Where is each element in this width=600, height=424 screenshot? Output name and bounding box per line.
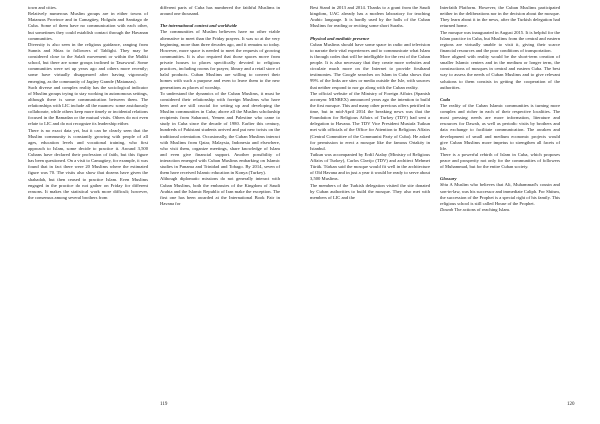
paragraph: There is a powerful rebirth of Islam in Cuba, which proposes peace and prosperity not only for the communities of followers of Muhammad, but for the entire Cuban society. (440, 151, 560, 170)
glossary-definition: A Muslim who believes that Ali, Muhammad's cousin and son-in-law, was his successor and immediate Caliph. For Shiism, the succession of the Prophet is a special right of his family. This religious school is still called House of the Prophet. (440, 182, 560, 206)
paragraph: Tutkun was accompanied by Erdil Atalay (Ministry of Religious Affairs of Turkey), Carlos Clavijo (TDV) and architect Mehmet Türük. Türkan said the mosque would fit well in the architecture of Old Havana and in just a year it would be ready to serve about 3,500 Muslims. (310, 151, 430, 182)
glossary-term: Dawah (440, 206, 454, 212)
paragraph: The official website of the Ministry of Foreign Affairs (Spanish acronym: MINREX) announced years ago the intention to build the first mosque. This and many other previous offers petrified in time, but in mid-April 2014 the breaking news was that the Foundation for Religious Affairs of Turkey (TDV) had sent a delegation to Havana. The TDV Vice President Mustafa Tutkun met with officials of the Office for Attention to Religious Affairs (Central Committee of the Communist Party of Cuba). He asked for permission to erect a mosque like the famous Ortaköy in Istanbul. (310, 90, 430, 151)
column-1 (28, 5, 148, 201)
paragraph: Although diplomatic missions do not generally interact with Cuban Muslims, both the embassies of the Kingdom of Saudi Arabia and the Islamic Republic of Iran make the exception. The first one has been awarded at the International Book Fair in Havana for (160, 176, 280, 206)
glossary-entry (440, 207, 560, 213)
column-3 (310, 5, 430, 201)
paragraph: To understand the dynamics of the Cuban Muslims, it must be considered their relationship with foreign Muslims who have been and are still crucial for setting up and developing the Muslim communities in Cuba; above all the Muslim scholarship recipients from Saharawi, Yemen and Palestine who came to study in Cuba since the decade of 1980. Earlier this century, hundreds of Pakistani students arrived and put new twists on the traditional orientation. Occasionally, the Cuban Muslims interact with Muslims from Qatar, Malaysia, Indonesia and elsewhere, who visit them, organize meetings, share knowledge of Islam and even give financial support. Another possibility of interaction emerged with Cuban Muslims embarking on Islamic studies in Panama and Trinidad and Tobago. By 2014, seven of them have received Islamic education in Konya (Turkey). (160, 90, 280, 176)
paragraph: The members of the Turkish delegation visited the site donated by Cuban authorities to build the mosque. They also met with members of LIC and the (310, 182, 430, 200)
section-heading: Coda (440, 96, 450, 102)
paragraph: Diversity is also seen in the religious guidance, ranging from Sunnis and Shias to followers of Tablighi. They may be considered close to the Salafi movement or within the Maliki school, but there are some groups inclined to Tasawwuf. Some communities were set up years ago and others more recently; some have virtually disappeared after having vigorously emerging, as the community of Jagüey Grande (Matanzas). (28, 41, 148, 84)
column-4 (440, 5, 560, 213)
paragraph: The mosque was inaugurated in August 2015. It is helpful for the Islam practice in Cuba, but Muslims from the central and eastern regions are virtually unable to visit it, giving their scarce financial resources and the poor conditions of transportation. (440, 29, 560, 53)
paragraph: The reality of the Cuban Islamic communities is turning more complex and richer in each of their respective localities. The most pressing needs are more information, literature and resources for Dawah, as well as periodic visits by brothers and data exchange to facilitate communication. The awaken and development of small and medium economic projects would give Cuban Muslims more impetus to strengthen all facets of life. (440, 102, 560, 151)
paragraph: town and cities. (28, 5, 57, 10)
page-number-right: 120 (567, 402, 575, 407)
paragraph: Relatively numerous Muslim groups are in either towns of Matanzas Province and in Camagüey, Holguín and Santiago de Cuba. Some of them have no communication with each other, but sometimes they could establish contact through the Havanan communities. (28, 11, 148, 41)
paragraph: different parts of Cuba has numbered the faithful Muslims in around one thousand. (160, 5, 280, 17)
paragraph: More aligned with reality would be the short-term creation of smaller Islamic centers and in the medium or longer term, the constructions of mosques in central and eastern Cuba. The best way to assess the needs of Cuban Muslims and to give relevant solutions to them consists in getting the cooperation of the authorities. (440, 54, 560, 90)
paragraph: Interfaith Platform. However, the Cuban Muslims participated neither in the deliberations nor in the decision about the mosque. They learn about it in the news, after the Turkish delegation had returned home. (440, 5, 560, 29)
paragraph: There is no exact data yet, but it can be clearly seen that the Muslim community is constantly growing with people of all ages, education levels and vocational training, who first approach to Islam, some decide to practice it. Around 3,500 Cubans have declared their profession of faith, but this figure has been questioned. On a visit to Camagüey, for example, it was found that in fact there were 20 Muslims where the estimated figure was 70. The visits also show that dozens have given the shahadah, but then ceased to practice Islam. Even Muslims engaged in the practice do not gather on Friday for different reasons. It makes the statistical work more difficult; however, the consensus among several brothers from (28, 127, 148, 200)
paragraph: Cuban Muslims should have some space in radio and television to narrate their vital experiences and to communicate what Islam is through codes that will be intelligible for the rest of the Cuban people. It is also necessary that they create more websites and circulate much more on the Internet to provide firsthand testimonies. The Google searches on Islam in Cuba shows that 99% of the links are sites or media outside the Isle, with sources that neither respond to nor go along with the Cuban reality. (310, 41, 430, 90)
column-2 (160, 5, 280, 207)
glossary-heading: Glossary (440, 176, 457, 182)
glossary-term: Shia (440, 182, 449, 188)
glossary-entry (440, 182, 560, 207)
section-heading: The international context and worldwide (160, 23, 238, 29)
paragraph: The communities of Muslim believers have no other viable alternative to meet than the Friday prayers. It was so at the very beginning, more than three decades ago, and it remains so today. However, more space is needed to meet the requests of growing communities. It is also required that those spaces move from private houses to places specifically devoted to religious practices, including rooms for prayer, library and a retail store of halal products. Cuban Muslims are willing to convert their homes with such a purpose and even to leave them to the new generations as places of worship. (160, 29, 280, 90)
paragraph: Best Stand in 2013 and 2014. Thanks to a grant from the Saudi kingdom, UAC already has a modern laboratory for teaching Arabic language. It is hardly used by the halls of the Cuban Muslims for reading or reciting some short Surahs. (310, 5, 430, 29)
section-heading: Physical and mediatic presence (310, 35, 370, 41)
page-number-left: 119 (160, 402, 168, 407)
glossary-definition: The actions of reaching Islam. (454, 206, 511, 212)
paragraph: Such diverse and complex reality has the sociological indicator of Muslim groups trying to stay working in autonomous settings, although there is some communication between them. The relationships with LIC include all the nuances: some assiduously collaborate, while others keep more timely or incidental relations focused in the Ramadan or the mutual visits. Others do not even relate to LIC and do not recognize its leadership either. (28, 84, 148, 127)
